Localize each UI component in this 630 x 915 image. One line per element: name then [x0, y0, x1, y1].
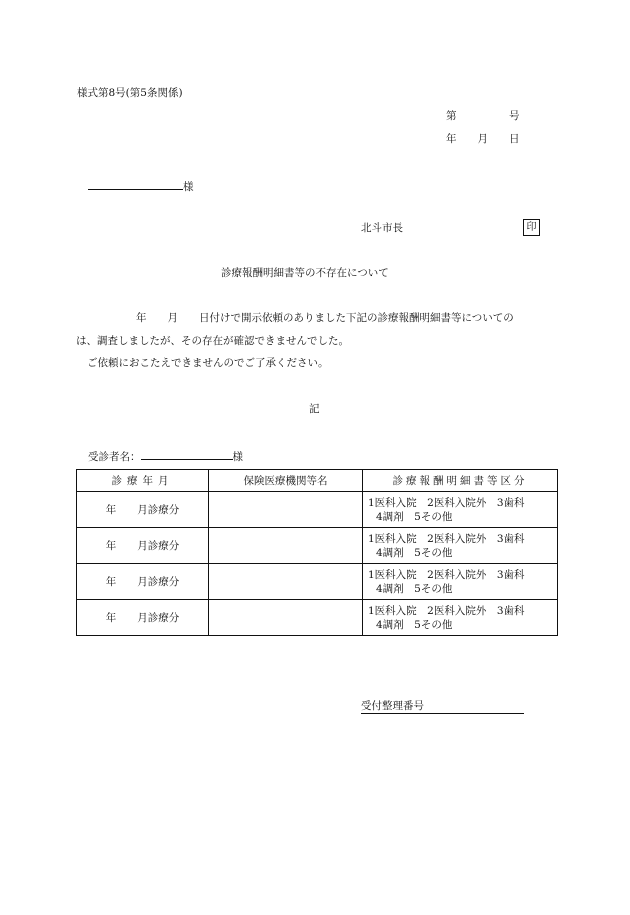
recipient-line	[88, 177, 194, 194]
document-title: 診療報酬明細書等の不存在について	[221, 267, 389, 279]
category-line-1: 1医科入院 2医科入院外 3歯科	[368, 496, 525, 509]
issuer-title: 北斗市長	[361, 222, 403, 234]
category-line-1: 1医科入院 2医科入院外 3歯科	[368, 568, 525, 581]
row-date: 年 月診療分	[77, 600, 209, 636]
row-category	[363, 600, 558, 636]
row-institution	[209, 600, 363, 636]
row-category	[363, 528, 558, 564]
row-date: 年 月診療分	[77, 564, 209, 600]
claims-table	[76, 469, 558, 636]
patient-suffix: 様	[232, 451, 243, 463]
row-category	[363, 492, 558, 528]
header-category: 診療報酬明細書等区分	[363, 470, 558, 492]
table-row	[77, 492, 558, 528]
category-line-2: 4調剤 5その他	[376, 618, 453, 631]
category-line-2: 4調剤 5その他	[376, 546, 453, 559]
document-number: 第 号	[446, 110, 520, 122]
table-header-row	[77, 470, 558, 492]
header-institution: 保険医療機関等名	[209, 470, 363, 492]
body-line-1: 年 月 日付けで開示依頼のありました下記の診療報酬明細書等についての	[136, 312, 514, 324]
body-line-3: ご依頼におこたえできませんのでご了承ください。	[87, 357, 329, 369]
receipt-number-field	[361, 699, 524, 714]
official-seal: 印	[523, 219, 540, 236]
header-treatment-month: 診療年月	[77, 470, 209, 492]
patient-label: 受診者名：	[88, 451, 141, 463]
patient-blank	[141, 447, 233, 460]
receipt-number-label: 受付整理番号	[361, 700, 424, 712]
body-line-2: は、調査しましたが、その存在が確認できませんでした。	[76, 335, 349, 347]
row-institution	[209, 564, 363, 600]
recipient-suffix: 様	[183, 181, 194, 193]
ki-marker: 記	[309, 403, 320, 415]
document-date: 年 月 日	[446, 133, 520, 145]
receipt-number-line	[361, 699, 524, 714]
row-date: 年 月診療分	[77, 528, 209, 564]
row-institution	[209, 528, 363, 564]
table-row	[77, 564, 558, 600]
category-line-2: 4調剤 5その他	[376, 582, 453, 595]
category-line-2: 4調剤 5その他	[376, 510, 453, 523]
row-category	[363, 564, 558, 600]
recipient-blank	[88, 177, 183, 190]
form-label: 様式第8号(第5条関係)	[77, 87, 183, 99]
row-institution	[209, 492, 363, 528]
category-line-1: 1医科入院 2医科入院外 3歯科	[368, 604, 525, 617]
table-row	[77, 600, 558, 636]
table-row	[77, 528, 558, 564]
patient-line	[88, 447, 243, 464]
category-line-1: 1医科入院 2医科入院外 3歯科	[368, 532, 525, 545]
row-date: 年 月診療分	[77, 492, 209, 528]
